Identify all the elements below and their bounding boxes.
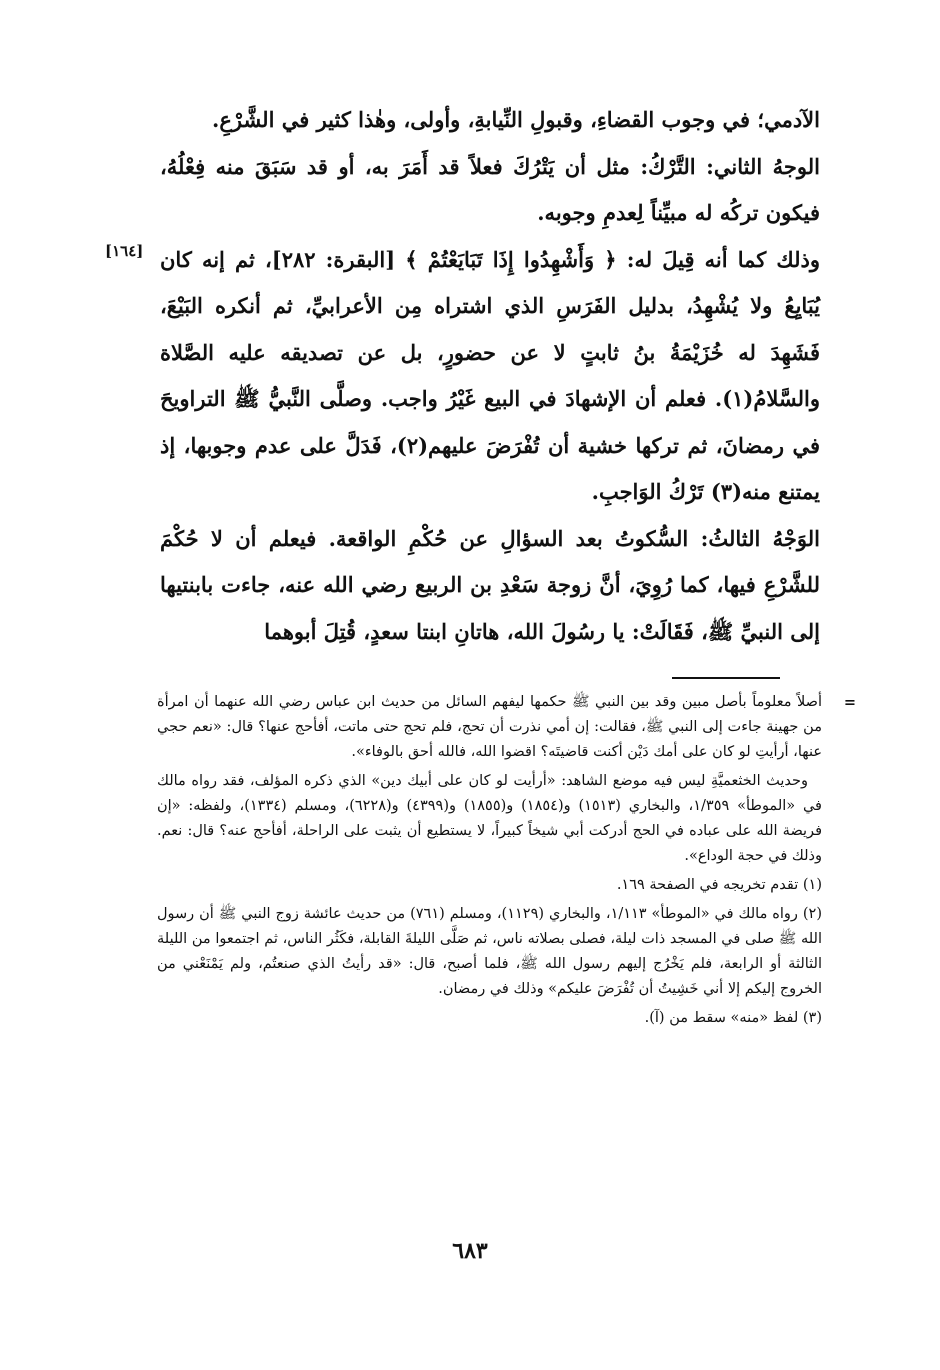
footnote-1: (١) تقدم تخريجه في الصفحة ١٦٩.: [616, 877, 822, 893]
footnote-3: (٣) لفظ «منه» سقط من (آ).: [644, 1010, 822, 1026]
main-text-body: [160, 97, 820, 655]
page-number: ٦٨٣: [452, 1238, 488, 1264]
main-paragraph-2: الوجهُ الثاني: التَّرْكُ: مثل أن يَتْرُكَ فعلاً قد أَمَرَ به، أو قد سَبَقَ منه فِعْلُهُ، فيكون تركُه له مبيِّناً لِعدمِ وجوبه.: [160, 153, 820, 225]
footnote-divider: [672, 677, 780, 679]
footnote-continuation: [157, 690, 856, 765]
continuation-mark: =: [843, 694, 856, 711]
main-paragraph-1: الآدمي؛ في وجوب القضاءِ، وقبولِ النِّيابةِ، وأولى، وهٰذا كثير في الشَّرْعِ.: [212, 107, 820, 132]
footnote-paragraph-2: وحديث الخثعميَّةِ ليس فيه موضع الشاهد: «أرأيت لو كان على أبيك دين» الذي ذكره المؤلف، فقد رواه مالك في «الموطأ» ١/٣٥٩، والبخاري (١٥١٣) و(١٨٥٤) و(١٨٥٥) و(٤٣٩٩) و(٦٢٢٨)، ومسلم (١٣٣٤)، ولفظه: «إن فريضة الله على عباده في الحج أدركت أبي شيخاً كبيراً، لا يستطيع أن يثبت على الراحلة، أفأحج عنه؟ قال: نعم. وذلك في حجة الوداع».: [157, 773, 822, 864]
footnote-2: (٢) رواه مالك في «الموطأ» ١/١١٣، والبخاري (١١٢٩)، ومسلم (٧٦١) من حديث عائشة زوج النبي ﷺ أن رسول الله ﷺ صلى في المسجد ذات ليلة، فصلى بصلاته ناس، ثم صَلَّى الليلةَ القابلة، فكَثُر الناس، ثم اجتمعوا من الليلة الثالثة أو الرابعة، فلم يَخْرُج إليهم رسول الله ﷺ، فلما أصبح، قال: «قد رأيتُ الذي صنعتُم، ولم يَمْنَعْني من الخروج إليكم إلا أني خَشِيتُ أن تُفْرَضَ عليكم» وذلك في رمضان.: [157, 906, 822, 997]
footnotes-section: [157, 690, 856, 1035]
footnote-continuation-text: أصلاً معلوماً بأصل مبين وقد بين النبي ﷺ حكمها ليفهم السائل من حديث ابن عباس رضي الله عنهما أن امرأة من جهينة جاءت إلى النبي ﷺ، فقالت: إن أمي نذرت أن تحج، فلم تحج حتى ماتت، أفأحج عنها؟ قال: «نعم حجي عنها، أرأيتِ لو كان على أمك دَيْن أكنت قاضيتَه؟ اقضوا الله، فالله أحق بالوفاء».: [157, 694, 822, 760]
margin-page-reference: [١٦٤]: [105, 242, 144, 260]
main-paragraph-3: وذلك كما أنه قِيلَ له: ﴿ وَأَشْهِدُوا إِذَا تَبَايَعْتُمْ ﴾ [البقرة: ٢٨٢]، ثم إنه كان يُبَايِعُ ولا يُشْهِدُ، بدليل الفَرَسِ الذي اشتراه مِن الأعرابيِّ، ثم أنكره البَيْعَ، فَشَهِدَ له خُزَيْمَةُ بنُ ثابتٍ لا عن حضورٍ، بل عن تصديقه عليه الصَّلاة والسَّلامُ(١). فعلم أن الإشهادَ في البيع غَيْرُ واجب. وصلَّى النَّبيُّ ﷺ التراويحَ في رمضانَ، ثم تركها خشية أن تُفْرَضَ عليهم(٢)، فَدَلَّ على عدم وجوبها، إذ يمتنع منه(٣) تَرْكُ الوَاجبِ.: [160, 246, 820, 504]
main-paragraph-4: الوَجْهُ الثالثُ: السُّكوتُ بعد السؤالِ عن حُكْمِ الواقعة. فيعلم أن لا حُكْمَ للشَّرْعِ فيها، كما رُوِيَ، أنَّ زوجة سَعْدِ بن الربيع رضي الله عنه، جاءت بابنتيها إلى النبيِّ ﷺ، فَقَالَتْ: يا رسُولَ الله، هاتانِ ابنتا سعدٍ، قُتِلَ أبوهما: [160, 525, 820, 644]
